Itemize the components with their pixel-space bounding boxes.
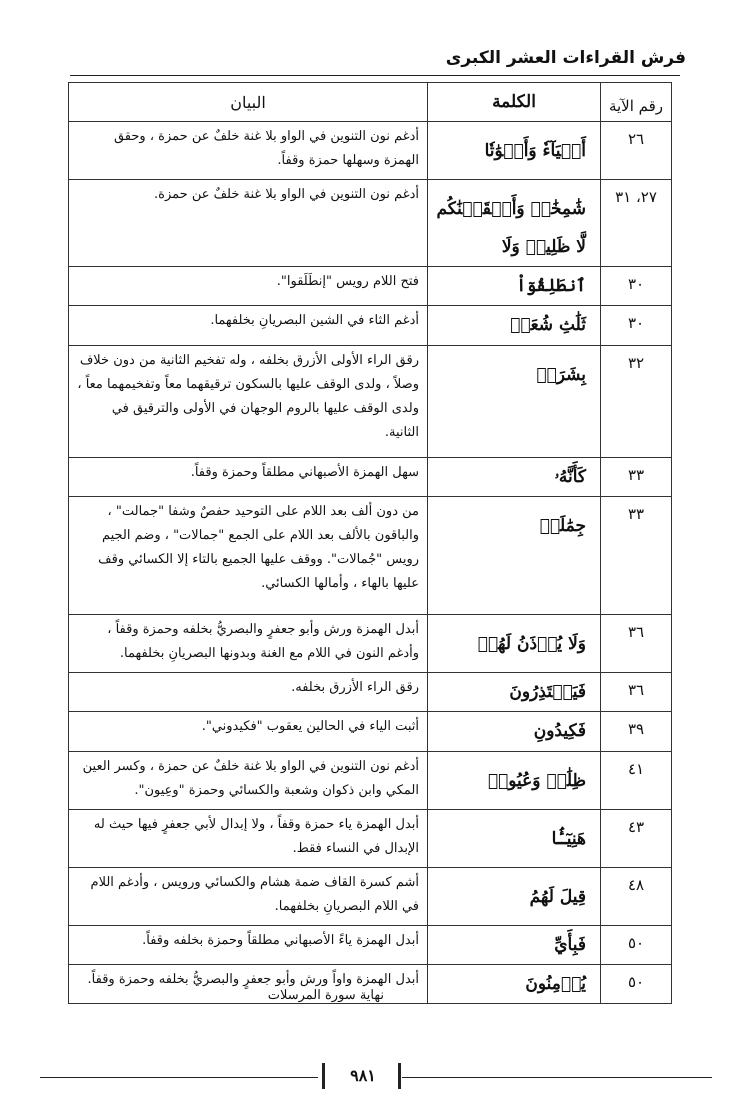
quran-word: كَأَنَّهُۥ (428, 458, 601, 497)
ayah-number: ٥٠ (601, 965, 672, 1004)
explanation: أشم كسرة القاف ضمة هشام والكسائي ورويس ، وأدغم اللام في اللام البصريانِ بخلفهما. (69, 868, 428, 926)
quran-word: يُؤۡمِنُونَ (428, 965, 601, 1004)
surah-end-note: نهاية سورة المرسلات (267, 988, 384, 1003)
ayah-number: ٣٦ (601, 673, 672, 712)
table-row (69, 752, 672, 810)
header-word: الكلمة (428, 83, 601, 122)
table-row (69, 810, 672, 868)
table-row (69, 497, 672, 615)
quran-word: وَلَا يُؤۡذَنُ لَهُمۡ (428, 615, 601, 673)
footer-rule-left (40, 1077, 318, 1078)
footer-bar-right (398, 1063, 401, 1089)
ayah-number: ٣٠ (601, 306, 672, 346)
explanation: أبدل الهمزة ياءً الأصبهاني مطلقاً وحمزة بخلفه وقفاً. (69, 926, 428, 965)
header-ayah-number: رقم الآية (601, 83, 672, 122)
table-row (69, 926, 672, 965)
explanation: أثبت الياء في الحالين يعقوب "فكيدوني". (69, 712, 428, 752)
quran-word: ٱنطَلِقُوٓاْ (428, 267, 601, 306)
explanation: فتح اللام رويس "إنطَلَقوا". (69, 267, 428, 306)
ayah-number: ٣٦ (601, 615, 672, 673)
ayah-number: ٢٦ (601, 122, 672, 180)
ayah-number: ٣٣ (601, 497, 672, 615)
header-explanation: البيان (69, 83, 428, 122)
ayah-number: ٣٠ (601, 267, 672, 306)
explanation: أبدل الهمزة واواً ورش وأبو جعفرٍ والبصريُّ بخلفه وحمزة وقفاً. (69, 965, 428, 1004)
quran-word: بِشَرَرٖ (428, 346, 601, 458)
ayah-number: ٤٨ (601, 868, 672, 926)
table-row (69, 122, 672, 180)
explanation: من دون ألف بعد اللام على التوحيد حفصٌ وشفا "جمالت" ، والباقون بالألف بعد اللام على الجمع "جمالات" ، وضم الجيم رويس "جُمالات". ووقف عليها الجميع بالتاء إلا الكسائي وقف عليها بالهاء ، وأمالها الكسائي. (69, 497, 428, 615)
ayah-number: ٥٠ (601, 926, 672, 965)
quran-word: ثَلَٰثِ شُعَبٖ (428, 306, 601, 346)
table-row (69, 180, 672, 267)
table-row (69, 458, 672, 497)
quran-word: هَنِيٓـَٔۢا (428, 810, 601, 868)
ayah-number: ٣٩ (601, 712, 672, 752)
explanation: أدغم نون التنوين في الواو بلا غنة خلفٌ عن حمزة. (69, 180, 428, 267)
table-row (69, 306, 672, 346)
explanation: أبدل الهمزة ورش وأبو جعفرٍ والبصريُّ بخلفه وحمزة وقفاً ، وأدغم النون في اللام مع الغنة وبدونها البصريانِ بخلفهما. (69, 615, 428, 673)
quran-word: شَٰمِخَٰتٖ وَأَسۡقَيۡنَٰكُم لَّا ظَلِيلٖ وَلَا (428, 180, 601, 267)
quran-word: قِيلَ لَهُمُ (428, 868, 601, 926)
table-row (69, 615, 672, 673)
ayah-number: ٣٢ (601, 346, 672, 458)
explanation: أدغم الثاء في الشين البصريانِ بخلفهما. (69, 306, 428, 346)
explanation: أدغم نون التنوين في الواو بلا غنة خلفٌ عن حمزة ، وكسر العين المكي وابن ذكوان وشعبة والكسائي وحمزة "وعِيون". (69, 752, 428, 810)
ayah-number: ٣٣ (601, 458, 672, 497)
quran-word: جِمَٰلَتٞ (428, 497, 601, 615)
explanation: أبدل الهمزة ياء حمزة وقفاً ، ولا إبدال لأبي جعفرٍ فيها حيث له الإبدال في النساء فقط. (69, 810, 428, 868)
table-row (69, 712, 672, 752)
explanation: أدغم نون التنوين في الواو بلا غنة خلفٌ عن حمزة ، وحقق الهمزة وسهلها حمزة وقفاً. (69, 122, 428, 180)
footer-rule-right (402, 1077, 712, 1078)
explanation: رقق الراء الأزرق بخلفه. (69, 673, 428, 712)
explanation: رقق الراء الأولى الأزرق بخلفه ، وله تفخيم الثانية من دون خلاف وصلاً ، ولدى الوقف عليها بالسكون ترقيقهما معاً وتفخيمهما معاً ، ولدى الوقف عليها بالروم الوجهان في الأولى والترقيق في الثانية. (69, 346, 428, 458)
explanation: سهل الهمزة الأصبهاني مطلقاً وحمزة وقفاً. (69, 458, 428, 497)
table-row (69, 267, 672, 306)
ayah-number: ٤١ (601, 752, 672, 810)
table-row (69, 673, 672, 712)
quran-word: أَحۡيَآءٗ وَأَمۡوَٰتٗا (428, 122, 601, 180)
table-row (69, 868, 672, 926)
table-row (69, 346, 672, 458)
header-rule (70, 75, 680, 76)
ayah-number: ٤٣ (601, 810, 672, 868)
quran-word: فَكِيدُونِ (428, 712, 601, 752)
quran-word: فَبِأَيِّ (428, 926, 601, 965)
quran-word: فَيَعۡتَذِرُونَ (428, 673, 601, 712)
quran-word: ظِلَٰلٖ وَعُيُونٖ (428, 752, 601, 810)
ayah-number: ٢٧، ٣١ (601, 180, 672, 267)
table-header-row (69, 83, 672, 122)
footer-bar-left (322, 1063, 325, 1089)
qiraat-table (68, 82, 672, 1004)
running-header-title: فرش القراءات العشر الكبرى (445, 48, 686, 68)
page-number: ٩٨١ (350, 1066, 376, 1085)
